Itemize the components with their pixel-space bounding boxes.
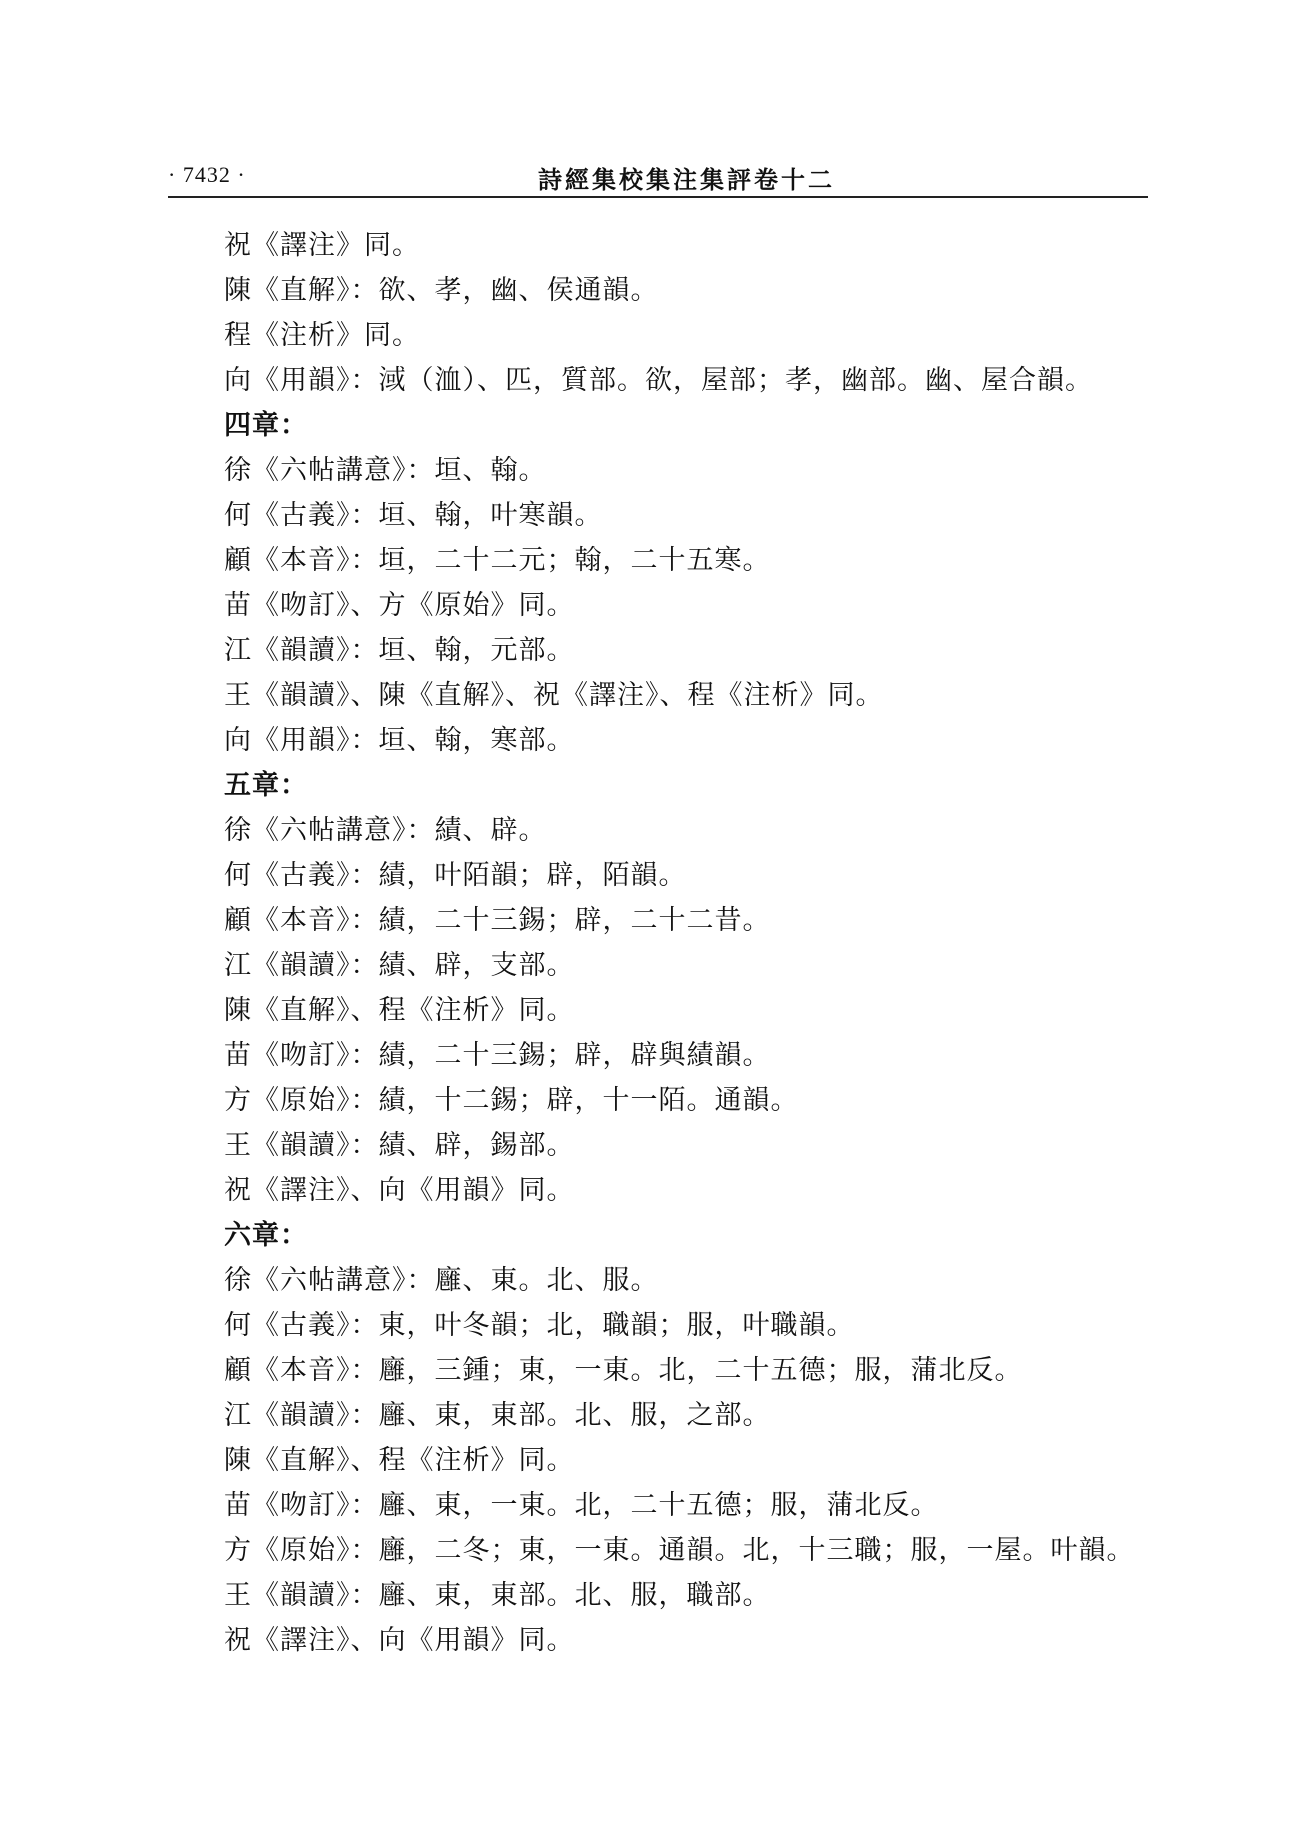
rhyme-entry: 徐《六帖講意》：績、辟。: [224, 815, 547, 846]
chapter-heading: 五章：: [224, 770, 308, 801]
rhyme-entry: 向《用韻》：淢（洫）、匹，質部。欲，屋部；孝，幽部。幽、屋合韻。: [224, 365, 1093, 396]
rhyme-entry: 徐《六帖講意》：垣、翰。: [224, 455, 547, 486]
rhyme-entry: 方《原始》：廱，二冬；東，一東。通韻。北，十三職；服，一屋。叶韻。: [224, 1535, 1135, 1566]
rhyme-entry: 顧《本音》：績，二十三錫；辟，二十二昔。: [224, 905, 771, 936]
chapter-heading: 六章：: [224, 1220, 308, 1251]
rhyme-entry: 程《注析》同。: [224, 320, 420, 351]
rhyme-entry: 祝《譯注》同。: [224, 230, 420, 261]
page-number: · 7432 ·: [168, 162, 246, 187]
rhyme-entry: 苗《吻訂》、方《原始》同。: [224, 590, 575, 621]
rhyme-entry: 苗《吻訂》：廱、東，一東。北，二十五德；服，蒲北反。: [224, 1490, 939, 1521]
rhyme-entry: 祝《譯注》、向《用韻》同。: [224, 1175, 575, 1206]
rhyme-entry: 王《韻讀》：廱、東，東部。北、服，職部。: [224, 1580, 771, 1611]
rhyme-entry: 陳《直解》、程《注析》同。: [224, 1445, 575, 1476]
rhyme-entry: 江《韻讀》：垣、翰，元部。: [224, 635, 575, 666]
rhyme-entry: 何《古義》：垣、翰，叶寒韻。: [224, 500, 603, 531]
rhyme-entry: 苗《吻訂》：績，二十三錫；辟，辟與績韻。: [224, 1040, 771, 1071]
rhyme-entry: 向《用韻》：垣、翰，寒部。: [224, 725, 575, 756]
page-header: [168, 158, 1148, 198]
rhyme-entry: 顧《本音》：垣，二十二元；翰，二十五寒。: [224, 545, 771, 576]
chapter-heading: 四章：: [224, 410, 308, 441]
header-rule: [168, 196, 1148, 198]
rhyme-entry: 江《韻讀》：廱、東，東部。北、服，之部。: [224, 1400, 771, 1431]
rhyme-entry: 陳《直解》：欲、孝，幽、侯通韻。: [224, 275, 659, 306]
rhyme-entry: 徐《六帖講意》：廱、東。北、服。: [224, 1265, 659, 1296]
rhyme-entry: 陳《直解》、程《注析》同。: [224, 995, 575, 1026]
rhyme-entry: 何《古義》：績，叶陌韻；辟，陌韻。: [224, 860, 687, 891]
rhyme-entry: 江《韻讀》：績、辟，支部。: [224, 950, 575, 981]
rhyme-entry: 祝《譯注》、向《用韻》同。: [224, 1625, 575, 1656]
rhyme-entry: 顧《本音》：廱，三鍾；東，一東。北，二十五德；服，蒲北反。: [224, 1355, 1023, 1386]
rhyme-entry: 王《韻讀》：績、辟，錫部。: [224, 1130, 575, 1161]
running-title: 詩經集校集注集評卷十二: [538, 165, 835, 194]
body-text: [224, 223, 1135, 1663]
rhyme-entry: 方《原始》：績，十二錫；辟，十一陌。通韻。: [224, 1085, 799, 1116]
rhyme-entry: 何《古義》：東，叶冬韻；北，職韻；服，叶職韻。: [224, 1310, 855, 1341]
rhyme-entry: 王《韻讀》、陳《直解》、祝《譯注》、程《注析》同。: [224, 680, 884, 711]
